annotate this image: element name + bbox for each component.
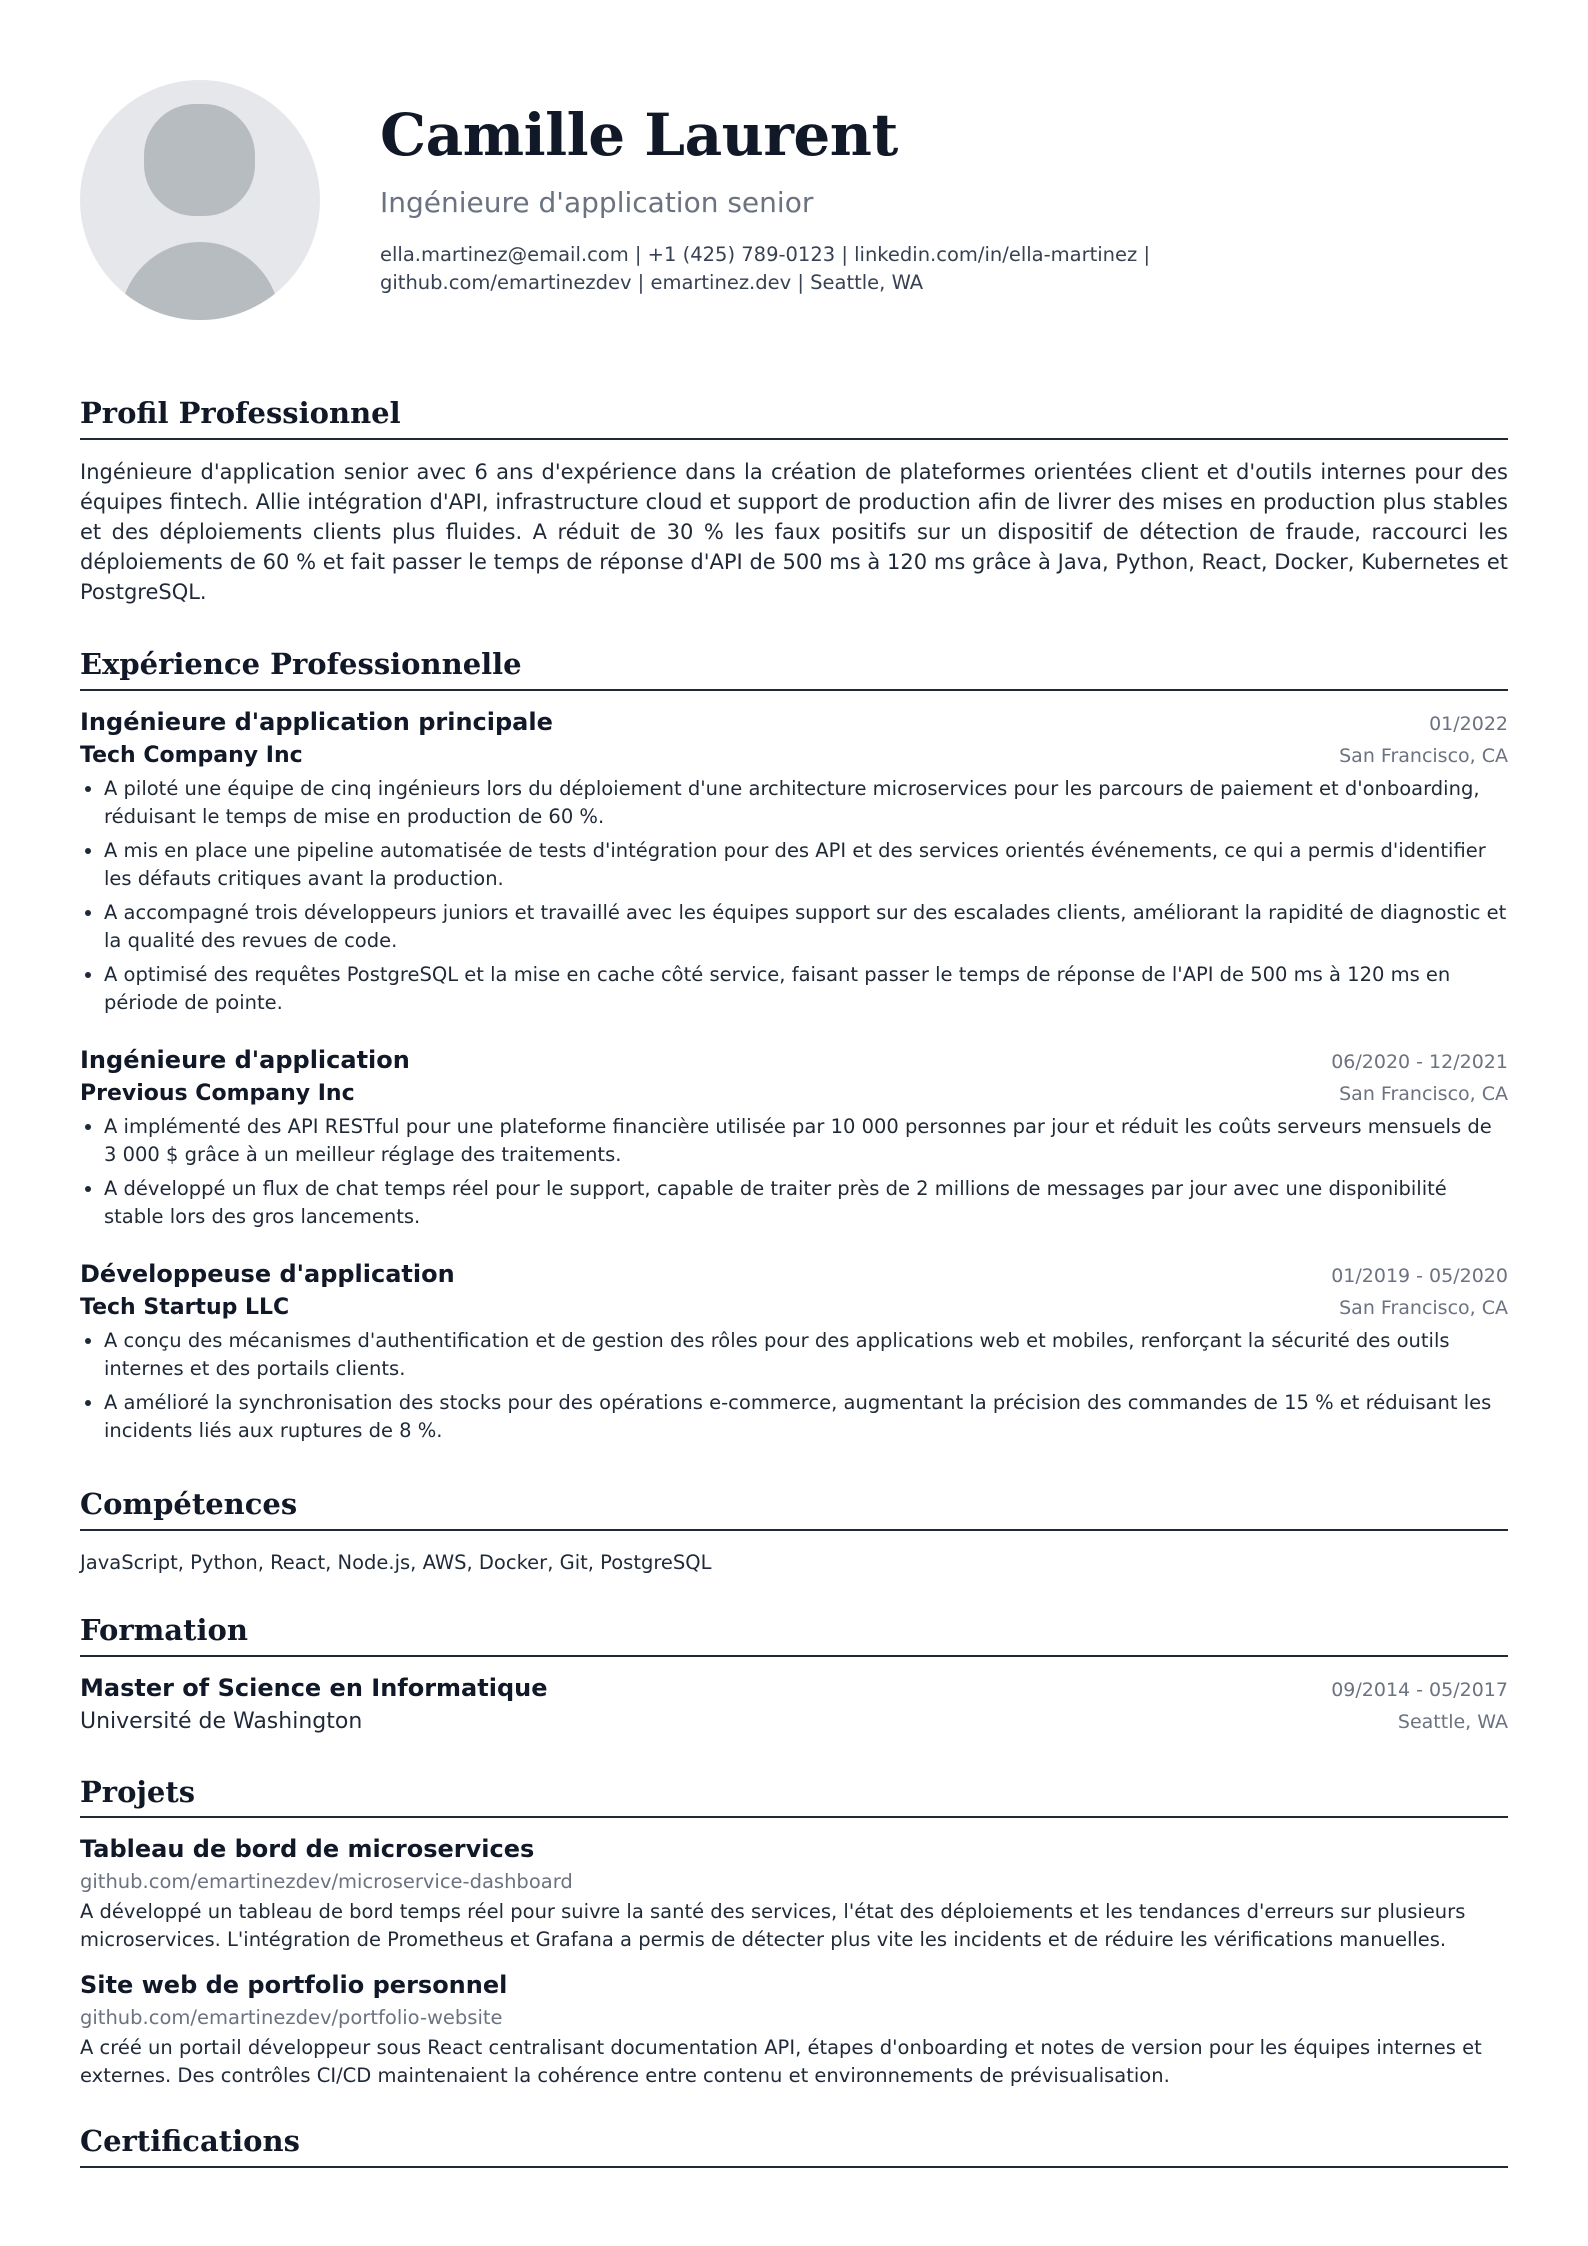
certifications-section (80, 2126, 1508, 2168)
job-entry (80, 705, 1508, 1017)
education-location: Seattle, WA (1397, 1710, 1508, 1733)
education-heading: Formation (80, 1615, 1508, 1657)
job-bullet: • A mis en place une pipeline automatisée de tests d'intégration pour des API et des services orientés événements, ce qui a permis d'identifier les défauts critiques avant la production. (104, 837, 1508, 893)
projects-heading: Projets (80, 1777, 1508, 1819)
job-bullet: • A conçu des mécanismes d'authentification et de gestion des rôles pour des applications web et mobiles, renforçant la sécurité des outils internes et des portails clients. (104, 1327, 1508, 1383)
education-degree: Master of Science en Informatique (80, 1673, 548, 1702)
job-title: Ingénieure d'application (80, 1045, 410, 1074)
project-description: A créé un portail développeur sous React centralisant documentation API, étapes d'onboarding et notes de version pour les équipes internes et externes. Des contrôles CI/CD maintenaient la cohérence entre contenu et environnements de prévisualisation. (80, 2036, 1482, 2088)
certifications-heading: Certifications (80, 2126, 1508, 2168)
education-section (80, 1612, 1508, 1739)
job-location: San Francisco, CA (1339, 1296, 1508, 1319)
experience-section (80, 646, 1508, 1445)
profile-section (80, 398, 1508, 607)
job-bullet: • A optimisé des requêtes PostgreSQL et la mise en cache côté service, faisant passer le temps de réponse de l'API de 500 ms à 120 ms en période de pointe. (104, 961, 1508, 1017)
education-entry (80, 1671, 1508, 1739)
job-date: 06/2020 - 12/2021 (1331, 1050, 1508, 1073)
profile-summary: Ingénieure d'application senior avec 6 ans d'expérience dans la création de plateformes orientées client et d'outils internes pour des équipes fintech. Allie intégration d'API, infrastructure cloud et support de production afin de livrer des mises en production plus stables et des déploiements clients plus fluides. A réduit de 30 % les faux positifs sur un dispositif de détection de fraude, raccourci les déploiements de 60 % et fait passer le temps de réponse d'API de 500 ms à 120 ms grâce à Java, Python, React, Docker, Kubernetes et PostgreSQL. (80, 459, 1508, 604)
job-date: 01/2022 (1429, 712, 1508, 735)
skills-section (80, 1486, 1508, 1577)
job-title: Ingénieure d'application principale (80, 707, 553, 736)
avatar (80, 80, 320, 320)
job-bullets (80, 1327, 1508, 1445)
avatar-head-shape (144, 104, 255, 216)
project-name: Tableau de bord de microservices (80, 1835, 535, 1864)
job-location: San Francisco, CA (1339, 1082, 1508, 1105)
job-bullet: • A accompagné trois développeurs juniors et travaillé avec les équipes support sur des escalades clients, améliorant la rapidité de diagnostic et la qualité des revues de code. (104, 899, 1508, 955)
job-date: 01/2019 - 05/2020 (1331, 1264, 1508, 1287)
job-company: Tech Company Inc (80, 742, 303, 768)
candidate-name: Camille Laurent (380, 101, 898, 169)
contact-line: ella.martinez@email.com | +1 (425) 789-0123 | linkedin.com/in/ella-martinez | github.com/emartinezdev | emartinez.dev | Seattle, WA (380, 243, 1151, 295)
skills-list: JavaScript, Python, React, Node.js, AWS, Docker, Git, PostgreSQL (80, 1550, 712, 1574)
job-entry (80, 1257, 1508, 1445)
job-bullet: • A piloté une équipe de cinq ingénieurs lors du déploiement d'une architecture microservices pour les parcours de paiement et d'onboarding, réduisant le temps de mise en production de 60 %. (104, 775, 1508, 831)
education-school: Université de Washington (80, 1708, 363, 1734)
job-company: Previous Company Inc (80, 1080, 355, 1106)
project-link[interactable]: github.com/emartinezdev/microservice-dashboard (80, 1870, 573, 1894)
project-description: A développé un tableau de bord temps réel pour suivre la santé des services, l'état des déploiements et les tendances d'erreurs sur plusieurs microservices. L'intégration de Prometheus et Grafana a permis de détecter plus vite les incidents et de réduire les vérifications manuelles. (80, 1900, 1466, 1952)
projects-section (80, 1774, 1508, 2091)
experience-heading: Expérience Professionnelle (80, 649, 1508, 691)
project-link[interactable]: github.com/emartinezdev/portfolio-website (80, 2006, 503, 2030)
job-title: Développeuse d'application (80, 1259, 455, 1288)
resume-header (80, 80, 1508, 320)
job-bullets (80, 775, 1508, 1017)
job-bullet: • A implémenté des API RESTful pour une plateforme financière utilisée par 10 000 personnes par jour et réduit les coûts serveurs mensuels de 3 000 $ grâce à un meilleur réglage des traitements. (104, 1113, 1508, 1169)
profile-heading: Profil Professionnel (80, 398, 1508, 440)
project-entry (80, 1968, 1508, 2090)
job-bullet: • A amélioré la synchronisation des stocks pour des opérations e-commerce, augmentant la précision des commandes de 15 % et réduisant les incidents liés aux ruptures de 8 %. (104, 1389, 1508, 1445)
avatar-body-shape (120, 242, 280, 320)
education-date: 09/2014 - 05/2017 (1331, 1678, 1508, 1701)
header-info (380, 80, 1508, 297)
job-entry (80, 1043, 1508, 1231)
candidate-role: Ingénieure d'application senior (380, 185, 814, 219)
project-name: Site web de portfolio personnel (80, 1971, 508, 2000)
job-bullets (80, 1113, 1508, 1231)
job-bullet: • A développé un flux de chat temps réel pour le support, capable de traiter près de 2 millions de messages par jour avec une disponibilité stable lors des gros lancements. (104, 1175, 1508, 1231)
skills-heading: Compétences (80, 1489, 1508, 1531)
job-location: San Francisco, CA (1339, 744, 1508, 767)
job-company: Tech Startup LLC (80, 1294, 290, 1320)
project-entry (80, 1832, 1508, 1954)
